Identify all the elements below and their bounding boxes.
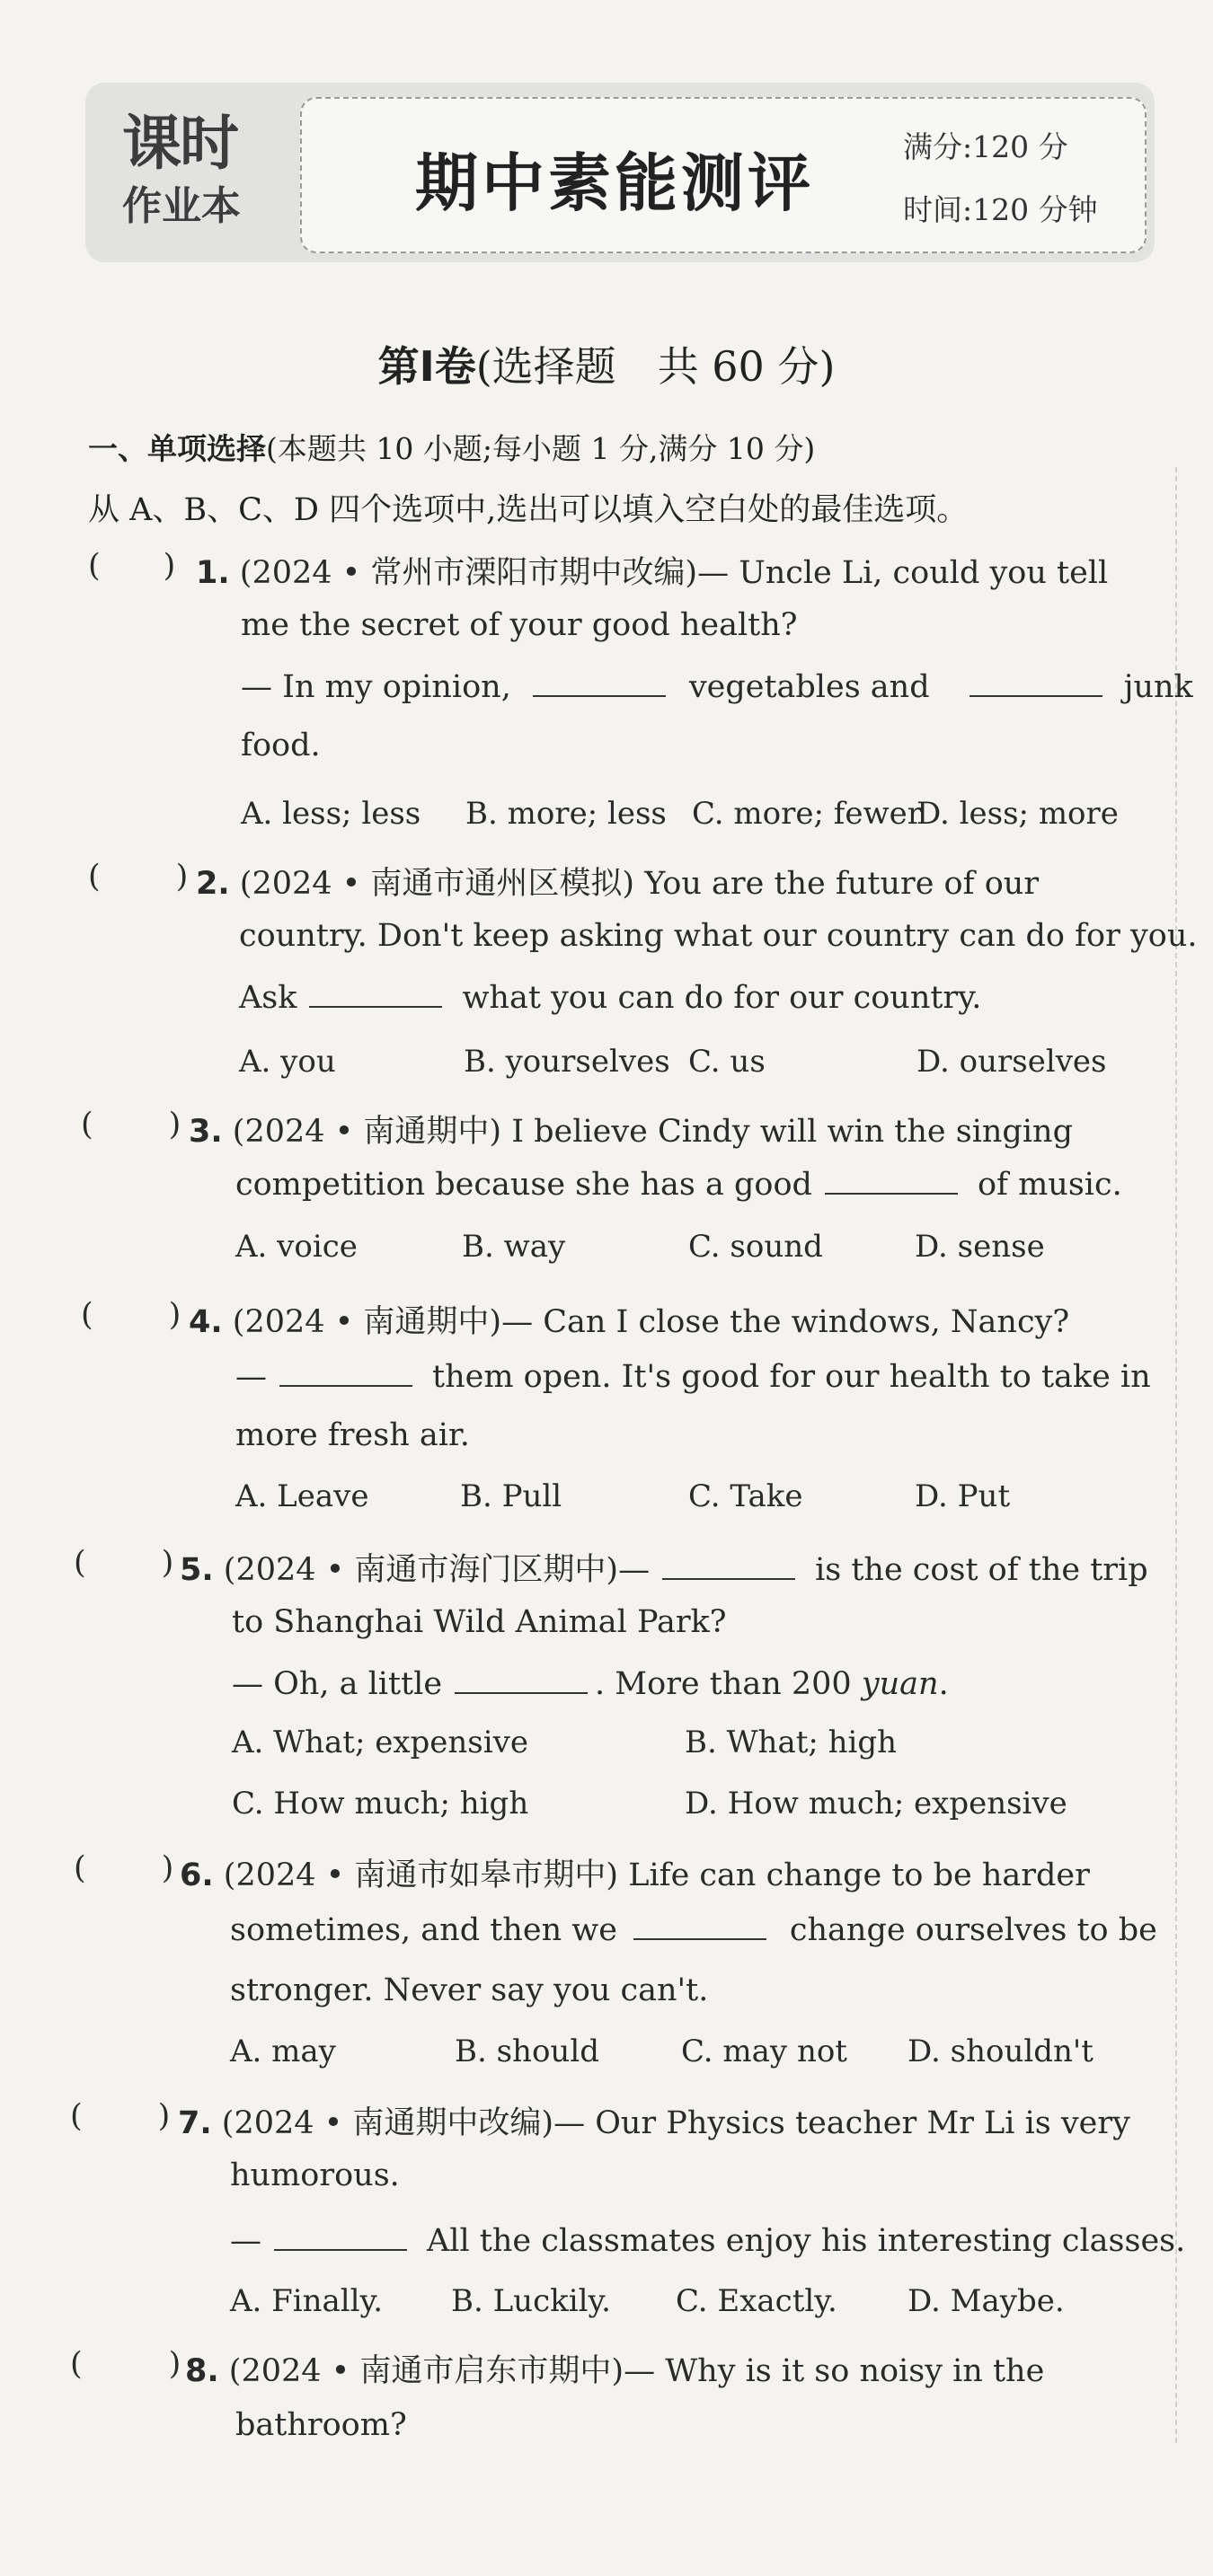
question-3-option-b[interactable]: B. way [462, 1229, 566, 1265]
question-6-text-b: sometimes, and then we [230, 1912, 617, 1948]
question-5-text-d: — Oh, a little [232, 1666, 443, 1702]
question-2-text-c: Ask [239, 980, 297, 1016]
question-8-number: 8. [185, 2353, 219, 2389]
question-3-line-2 [235, 1166, 1122, 1203]
question-8-line-2: bathroom? [235, 2407, 407, 2443]
question-6-line-1 [180, 1850, 1090, 1895]
paren-close: ) [157, 2098, 171, 2134]
question-7-text-a: (2024 • 南通期中改编)— Our Physics teacher Mr Li is very [221, 2105, 1130, 2141]
answer-paren-3[interactable] [81, 1107, 181, 1142]
question-1-line-1 [196, 548, 1108, 593]
question-6-number: 6. [180, 1857, 214, 1893]
section-title [0, 334, 1213, 393]
question-2-option-c[interactable]: C. us [688, 1044, 766, 1080]
question-4-line-1 [189, 1297, 1069, 1342]
paren-open: ( [70, 2098, 83, 2134]
paren-open: ( [81, 1297, 93, 1333]
question-4-option-a[interactable]: A. Leave [235, 1478, 369, 1514]
question-3-text-c: of music. [977, 1167, 1122, 1203]
question-5-option-a[interactable]: A. What; expensive [232, 1725, 528, 1760]
question-7-line-1 [178, 2098, 1130, 2143]
question-1-option-c[interactable]: C. more; fewer [692, 796, 922, 832]
question-4-number: 4. [189, 1304, 223, 1340]
question-1-line-3 [241, 668, 1193, 705]
question-7-text-d: All the classmates enjoy his interesting classes. [427, 2223, 1186, 2259]
question-2-number: 2. [196, 866, 230, 902]
paren-open: ( [88, 548, 101, 584]
question-6-option-d[interactable]: D. shouldn't [908, 2033, 1093, 2069]
question-5-text-g: . [938, 1666, 949, 1702]
time-limit-label: 时间:120 分钟 [903, 192, 1098, 227]
question-3-option-c[interactable]: C. sound [688, 1229, 823, 1265]
question-2-option-b[interactable]: B. yourselves [464, 1044, 670, 1080]
paren-close: ) [175, 859, 189, 895]
answer-blank[interactable] [274, 2222, 407, 2251]
part-heading-bold: 一、单项选择 [88, 431, 266, 466]
question-5-line-2: to Shanghai Wild Animal Park? [232, 1604, 727, 1640]
question-2-line-2: country. Don't keep asking what our country can do for you. [239, 918, 1198, 954]
answer-blank[interactable] [309, 979, 442, 1008]
question-7-option-a[interactable]: A. Finally. [230, 2283, 384, 2319]
paren-close: ) [161, 1545, 174, 1581]
paren-open: ( [81, 1107, 93, 1142]
answer-paren-6[interactable] [74, 1850, 173, 1886]
question-3-text-a: (2024 • 南通期中) I believe Cindy will win the singing [232, 1114, 1073, 1150]
answer-blank[interactable] [970, 668, 1102, 697]
question-2-text-d: what you can do for our country. [462, 980, 982, 1016]
question-5-text-a: (2024 • 南通市海门区期中)— [223, 1552, 651, 1588]
question-8-text-a: (2024 • 南通市启东市期中)— Why is it so noisy in the [228, 2353, 1045, 2389]
question-6-text-a: (2024 • 南通市如皋市期中) Life can change to be harder [223, 1857, 1090, 1893]
answer-blank[interactable] [825, 1166, 958, 1195]
paren-open: ( [70, 2346, 83, 2382]
paren-close: ) [161, 1850, 174, 1886]
answer-blank[interactable] [279, 1358, 412, 1387]
section-title-bold: 第Ⅰ卷 [377, 342, 476, 391]
brand-logo [117, 108, 288, 243]
question-2-line-3 [239, 979, 981, 1016]
paren-close: ) [163, 548, 176, 584]
paren-close: ) [168, 2346, 182, 2382]
answer-blank[interactable] [633, 1911, 766, 1940]
paren-open: ( [88, 859, 101, 895]
question-4-line-2 [235, 1358, 1151, 1395]
question-6-line-2 [230, 1911, 1157, 1948]
question-1-line-4: food. [241, 728, 321, 763]
answer-blank[interactable] [533, 668, 666, 697]
paren-close: ) [168, 1297, 182, 1333]
section-title-rest: (选择题 共 60 分) [475, 342, 836, 391]
part-heading-rest: (本题共 10 小题;每小题 1 分,满分 10 分) [266, 431, 816, 466]
answer-paren-8[interactable] [70, 2346, 181, 2382]
question-4-option-d[interactable]: D. Put [915, 1478, 1011, 1514]
question-1-line-2: me the secret of your good health? [241, 607, 798, 643]
question-4-text-b: — [235, 1359, 267, 1395]
question-4-text-a: (2024 • 南通期中)— Can I close the windows, Nancy? [232, 1304, 1070, 1340]
question-1-text-d: vegetables and [688, 669, 930, 705]
answer-blank[interactable] [455, 1665, 588, 1694]
question-7-line-3 [230, 2222, 1185, 2259]
answer-paren-4[interactable] [81, 1297, 181, 1333]
paren-open: ( [74, 1545, 86, 1581]
question-5-line-3 [232, 1665, 949, 1702]
question-7-line-2: humorous. [230, 2157, 400, 2193]
question-6-text-c: change ourselves to be [789, 1912, 1157, 1948]
question-3-line-1 [189, 1107, 1073, 1151]
question-1-option-a[interactable]: A. less; less [241, 796, 421, 832]
part-heading [88, 426, 815, 468]
question-4-option-b[interactable]: B. Pull [460, 1478, 562, 1514]
question-8-line-1 [185, 2346, 1044, 2391]
question-6-option-a[interactable]: A. may [230, 2033, 336, 2069]
question-7-text-c: — [230, 2223, 261, 2259]
logo-line-1: 课时 [122, 109, 237, 178]
question-7-option-b[interactable]: B. Luckily. [451, 2283, 611, 2319]
question-6-option-b[interactable]: B. should [455, 2033, 599, 2069]
question-6-line-3: stronger. Never say you can't. [230, 1972, 709, 2008]
full-score-label: 满分:120 分 [903, 129, 1068, 164]
question-7-number: 7. [178, 2105, 212, 2141]
page-title: 期中素能测评 [415, 146, 814, 220]
question-2-option-d[interactable]: D. ourselves [916, 1044, 1107, 1080]
question-5-option-b[interactable]: B. What; high [685, 1725, 898, 1760]
question-4-text-c: them open. It's good for our health to take in [432, 1359, 1151, 1395]
question-5-number: 5. [180, 1552, 214, 1588]
question-5-line-1 [180, 1545, 1148, 1590]
answer-paren-2[interactable] [88, 859, 188, 895]
question-1-text-c: — In my opinion, [241, 669, 511, 705]
question-5-text-f: yuan [861, 1666, 939, 1702]
question-2-option-a[interactable]: A. you [239, 1044, 336, 1080]
question-7-option-c[interactable]: C. Exactly. [676, 2283, 837, 2319]
question-5-option-d[interactable]: D. How much; expensive [685, 1786, 1067, 1822]
question-1-text-a: (2024 • 常州市溧阳市期中改编)— Uncle Li, could you tell [239, 555, 1109, 591]
question-5-text-b: is the cost of the trip [815, 1552, 1148, 1588]
paren-close: ) [168, 1107, 182, 1142]
question-1-option-d[interactable]: D. less; more [916, 796, 1119, 832]
question-3-number: 3. [189, 1114, 223, 1150]
question-7-option-d[interactable]: D. Maybe. [908, 2283, 1065, 2319]
logo-line-2: 作业本 [122, 183, 241, 229]
question-5-option-c[interactable]: C. How much; high [232, 1786, 529, 1822]
question-4-line-3: more fresh air. [235, 1417, 470, 1453]
question-2-line-1 [196, 859, 1039, 904]
question-4-option-c[interactable]: C. Take [688, 1478, 803, 1514]
instruction-text: 从 A、B、C、D 四个选项中,选出可以填入空白处的最佳选项。 [88, 492, 969, 528]
question-2-text-a: (2024 • 南通市通州区模拟) You are the future of our [239, 866, 1040, 902]
answer-blank[interactable] [662, 1551, 795, 1580]
question-3-option-a[interactable]: A. voice [235, 1229, 358, 1265]
answer-paren-7[interactable] [70, 2098, 170, 2134]
question-1-number: 1. [196, 555, 230, 591]
paren-open: ( [74, 1850, 86, 1886]
question-1-option-b[interactable]: B. more; less [465, 796, 667, 832]
question-5-text-e: . More than 200 [595, 1666, 852, 1702]
cut-line-divider [1175, 467, 1177, 2443]
question-1-text-e: junk [1123, 669, 1193, 705]
question-3-option-d[interactable]: D. sense [915, 1229, 1045, 1265]
answer-paren-1[interactable] [88, 548, 175, 584]
question-6-option-c[interactable]: C. may not [681, 2033, 847, 2069]
question-3-text-b: competition because she has a good [235, 1167, 812, 1203]
answer-paren-5[interactable] [74, 1545, 173, 1581]
